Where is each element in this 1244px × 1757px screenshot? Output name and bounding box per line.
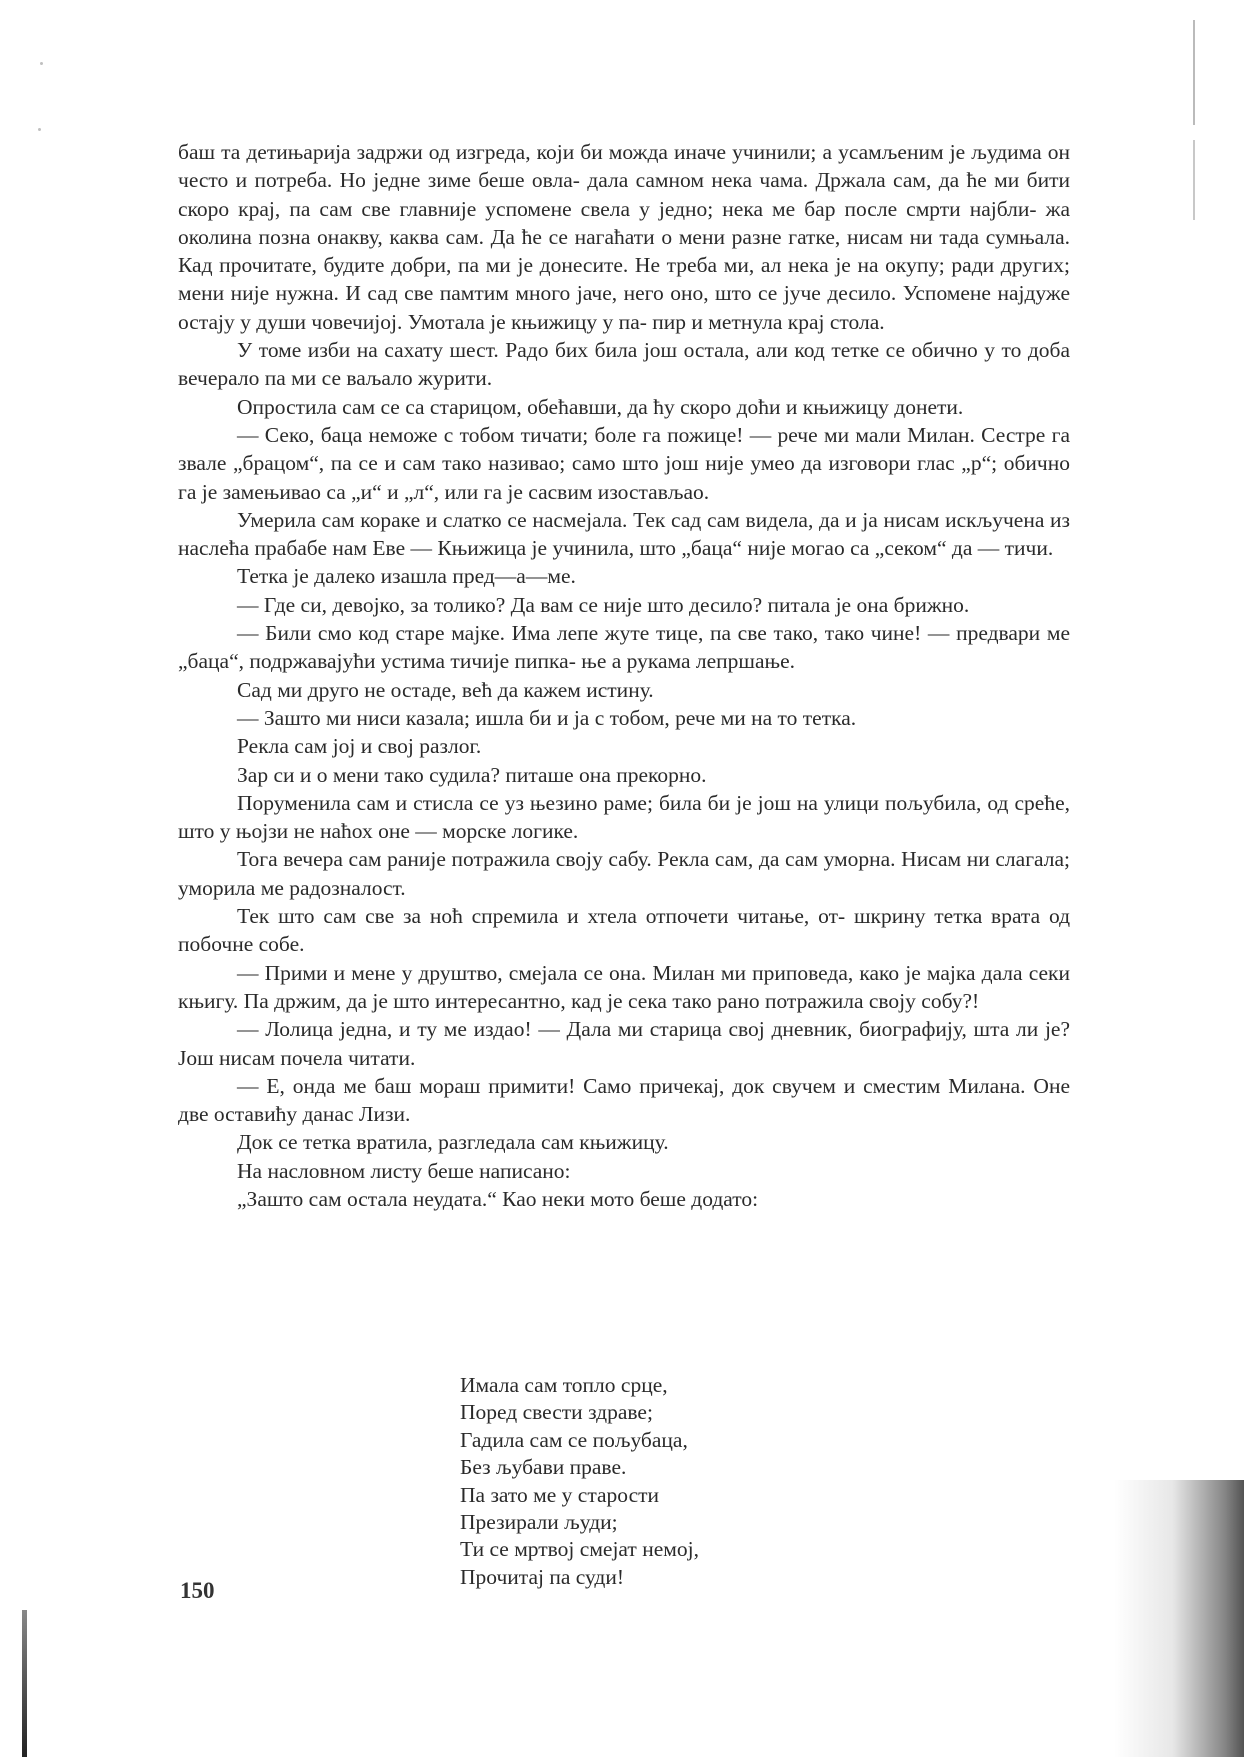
text-line: — Где си, девојко, за толико? Да вам се није што десило? питала [237,592,831,617]
text-line: дала самном нека чама. Држала сам, да ће ми бити скоро крај, па сам [178,168,1070,221]
poem-line: Поред свести здраве; [460,1400,653,1425]
poem-line: Ти се мртвој смејат немој, [460,1537,699,1562]
paragraph [178,789,1070,846]
text-line: Док се тетка вратила, разгледала сам књижицу. [237,1130,669,1155]
text-line: Рекла сам јој и свој разлог. [237,734,482,759]
paragraph [178,619,1070,676]
paragraph [178,676,1070,704]
text-line: Опростила сам се са старицом, обећавши, да ћу скоро доћи и [237,394,798,419]
text-line: Тек што сам све за ноћ спремила и хтела отпочети читање, от- [237,904,846,929]
text-line: донесите. Не треба ми, ал нека је на окупу; ради других; мени није [178,253,1070,306]
text-line: како је мајка дала секи књигу. Па држим, да је што интересантно, кад [178,960,1070,1013]
text-line: учинила, што „баца“ није могао са „секом“ да — тичи. [552,536,1054,561]
text-line: Успомене најдуже остају у души човечијој. Умотала је књижицу у па- [178,281,1070,334]
text-line: је она брижно. [835,592,970,617]
paragraph [178,732,1070,760]
text-line: тако чине! — предвари ме „баца“, подржавајући устима тичије пипка- [178,621,1070,674]
page-number: 150 [180,1578,215,1603]
text-line: баш та детињарија задржи од изгреда, који би можда иначе учинили; [178,140,817,164]
text-line: — Е, онда ме баш мораш примити! Само причекај, док свучем [237,1073,836,1098]
poem-line: Презирали људи; [460,1510,618,1535]
paragraph [178,845,1070,902]
poem-line: Без љубави праве. [460,1455,627,1480]
text-line: У томе изби на сахату шест. Радо бих била још остала, али код [237,338,825,363]
text-line: нужна. И сад све памтим много јаче, него оно, што се јуче десило. [275,281,897,306]
text-line: На насловном листу беше написано: [237,1158,571,1183]
text-line: све главније успомене свела у једно; нека ме бар после смрти најбли- [361,196,1037,221]
text-line: шкрину тетка врата од побочне собе. [178,904,1071,957]
text-line: је сека тако рано потражила своју собу?! [607,988,980,1013]
text-line: — Лолица једна, и ту ме издао! — Дала ми старица свој дневник, [237,1017,853,1042]
paragraph [178,1072,1070,1129]
text-line: тетка. [802,705,857,730]
text-line: „Зашто сам остала неудата.“ Као неки мото беше додато: [237,1186,759,1211]
text-line: уморна. Нисам ни слагала; уморила ме радозналост. [178,847,1071,900]
paragraph [178,902,1070,959]
paragraph [178,591,1070,619]
paragraph [178,1185,1070,1213]
text-line: — Секо, баца неможе с тобом тичати; боле га пожице! — рече [237,422,818,447]
paragraph [178,1157,1070,1185]
poem [460,1372,699,1591]
text-line: Умерила сам кораке и слатко се насмејала. Тек сад сам видела, [237,507,814,532]
paragraph [178,761,1070,789]
binding-shadow [1114,1480,1244,1757]
paragraph [178,506,1070,563]
text-line: улици пољубила, од среће, што у њојзи не наћох оне — морске логике. [178,790,1070,844]
scan-speck [40,62,43,65]
scan-speck [38,128,41,131]
text-line: Тога вечера сам раније потражила своју сабу. Рекла сам, да сам [237,847,818,872]
paragraph [178,138,1070,336]
text-line: пир и метнула крај стола. [652,309,885,334]
text-line: — Прими и мене у друштво, смејала се она. Милан ми приповеда, [237,960,854,985]
paragraph [178,562,1070,590]
paragraph [178,1128,1070,1156]
text-line: а усамљеним је људима он често и потреба. Но једне зиме беше овла- [178,140,1070,193]
body-text [178,138,1070,1213]
text-line: Тетка је далеко изашла пред—а—ме. [237,564,576,589]
paragraph [178,393,1070,421]
poem-line: Гадила сам се пољубаца, [460,1427,688,1452]
text-line: Зар си и о мени тако судила? питаше она прекорно. [237,762,707,787]
text-line: гатке, нисам ни тада сумњала. Кад прочитате, будите добри, па ми је [178,224,1071,278]
text-line: ње а рукама лепршање. [581,649,795,674]
page-edge-mark [1193,20,1195,125]
text-line: биографију, шта ли је? Још нисам почела читати. [178,1017,1071,1070]
text-line: ми мали Милан. Сестре га звале „брацом“, па се и сам тако називао; [178,422,1070,476]
page-edge-mark [22,1610,27,1757]
text-line: тетке се обично у то доба вечерало па ми се ваљало журити. [178,338,1071,391]
text-line: са „и“ и „л“, или га је сасвим изостављао. [326,479,710,504]
text-line: жа околина позна онакву, каква сам. Да ће се нагаћати о мени разне [178,196,1070,249]
text-line: књижицу донети. [802,394,964,419]
paragraph [178,336,1070,393]
text-line: и сместим Милана. Оне две оставићу данас Лизи. [178,1073,1070,1127]
paragraph [178,959,1070,1016]
poem-line: Имала сам топло срце, [460,1373,668,1397]
text-line: да и ја нисам искључена из наслећа прабабе нам Еве — Књижица је [178,507,1071,561]
text-line: Сад ми друго не остаде, већ да кажем истину. [237,677,654,702]
text-line: — Били смо код старе мајке. Има лепе жуте тице, па све тако, [237,621,819,646]
text-line: Поруменила сам и стисла се уз њезино раме; била би је још на [237,790,818,815]
paragraph [178,1015,1070,1072]
text-line: само што још није умео да изговори глас „р“; обично га је замењивао [178,451,1071,504]
page-edge-mark [1193,140,1195,220]
text-line: — Зашто ми ниси казала; ишла би и ја с тобом, рече ми на то [237,705,798,730]
poem-line: Па зато ме у старости [460,1482,660,1507]
paragraph [178,421,1070,506]
poem-line: Прочитај па суди! [460,1564,625,1589]
paragraph [178,704,1070,732]
